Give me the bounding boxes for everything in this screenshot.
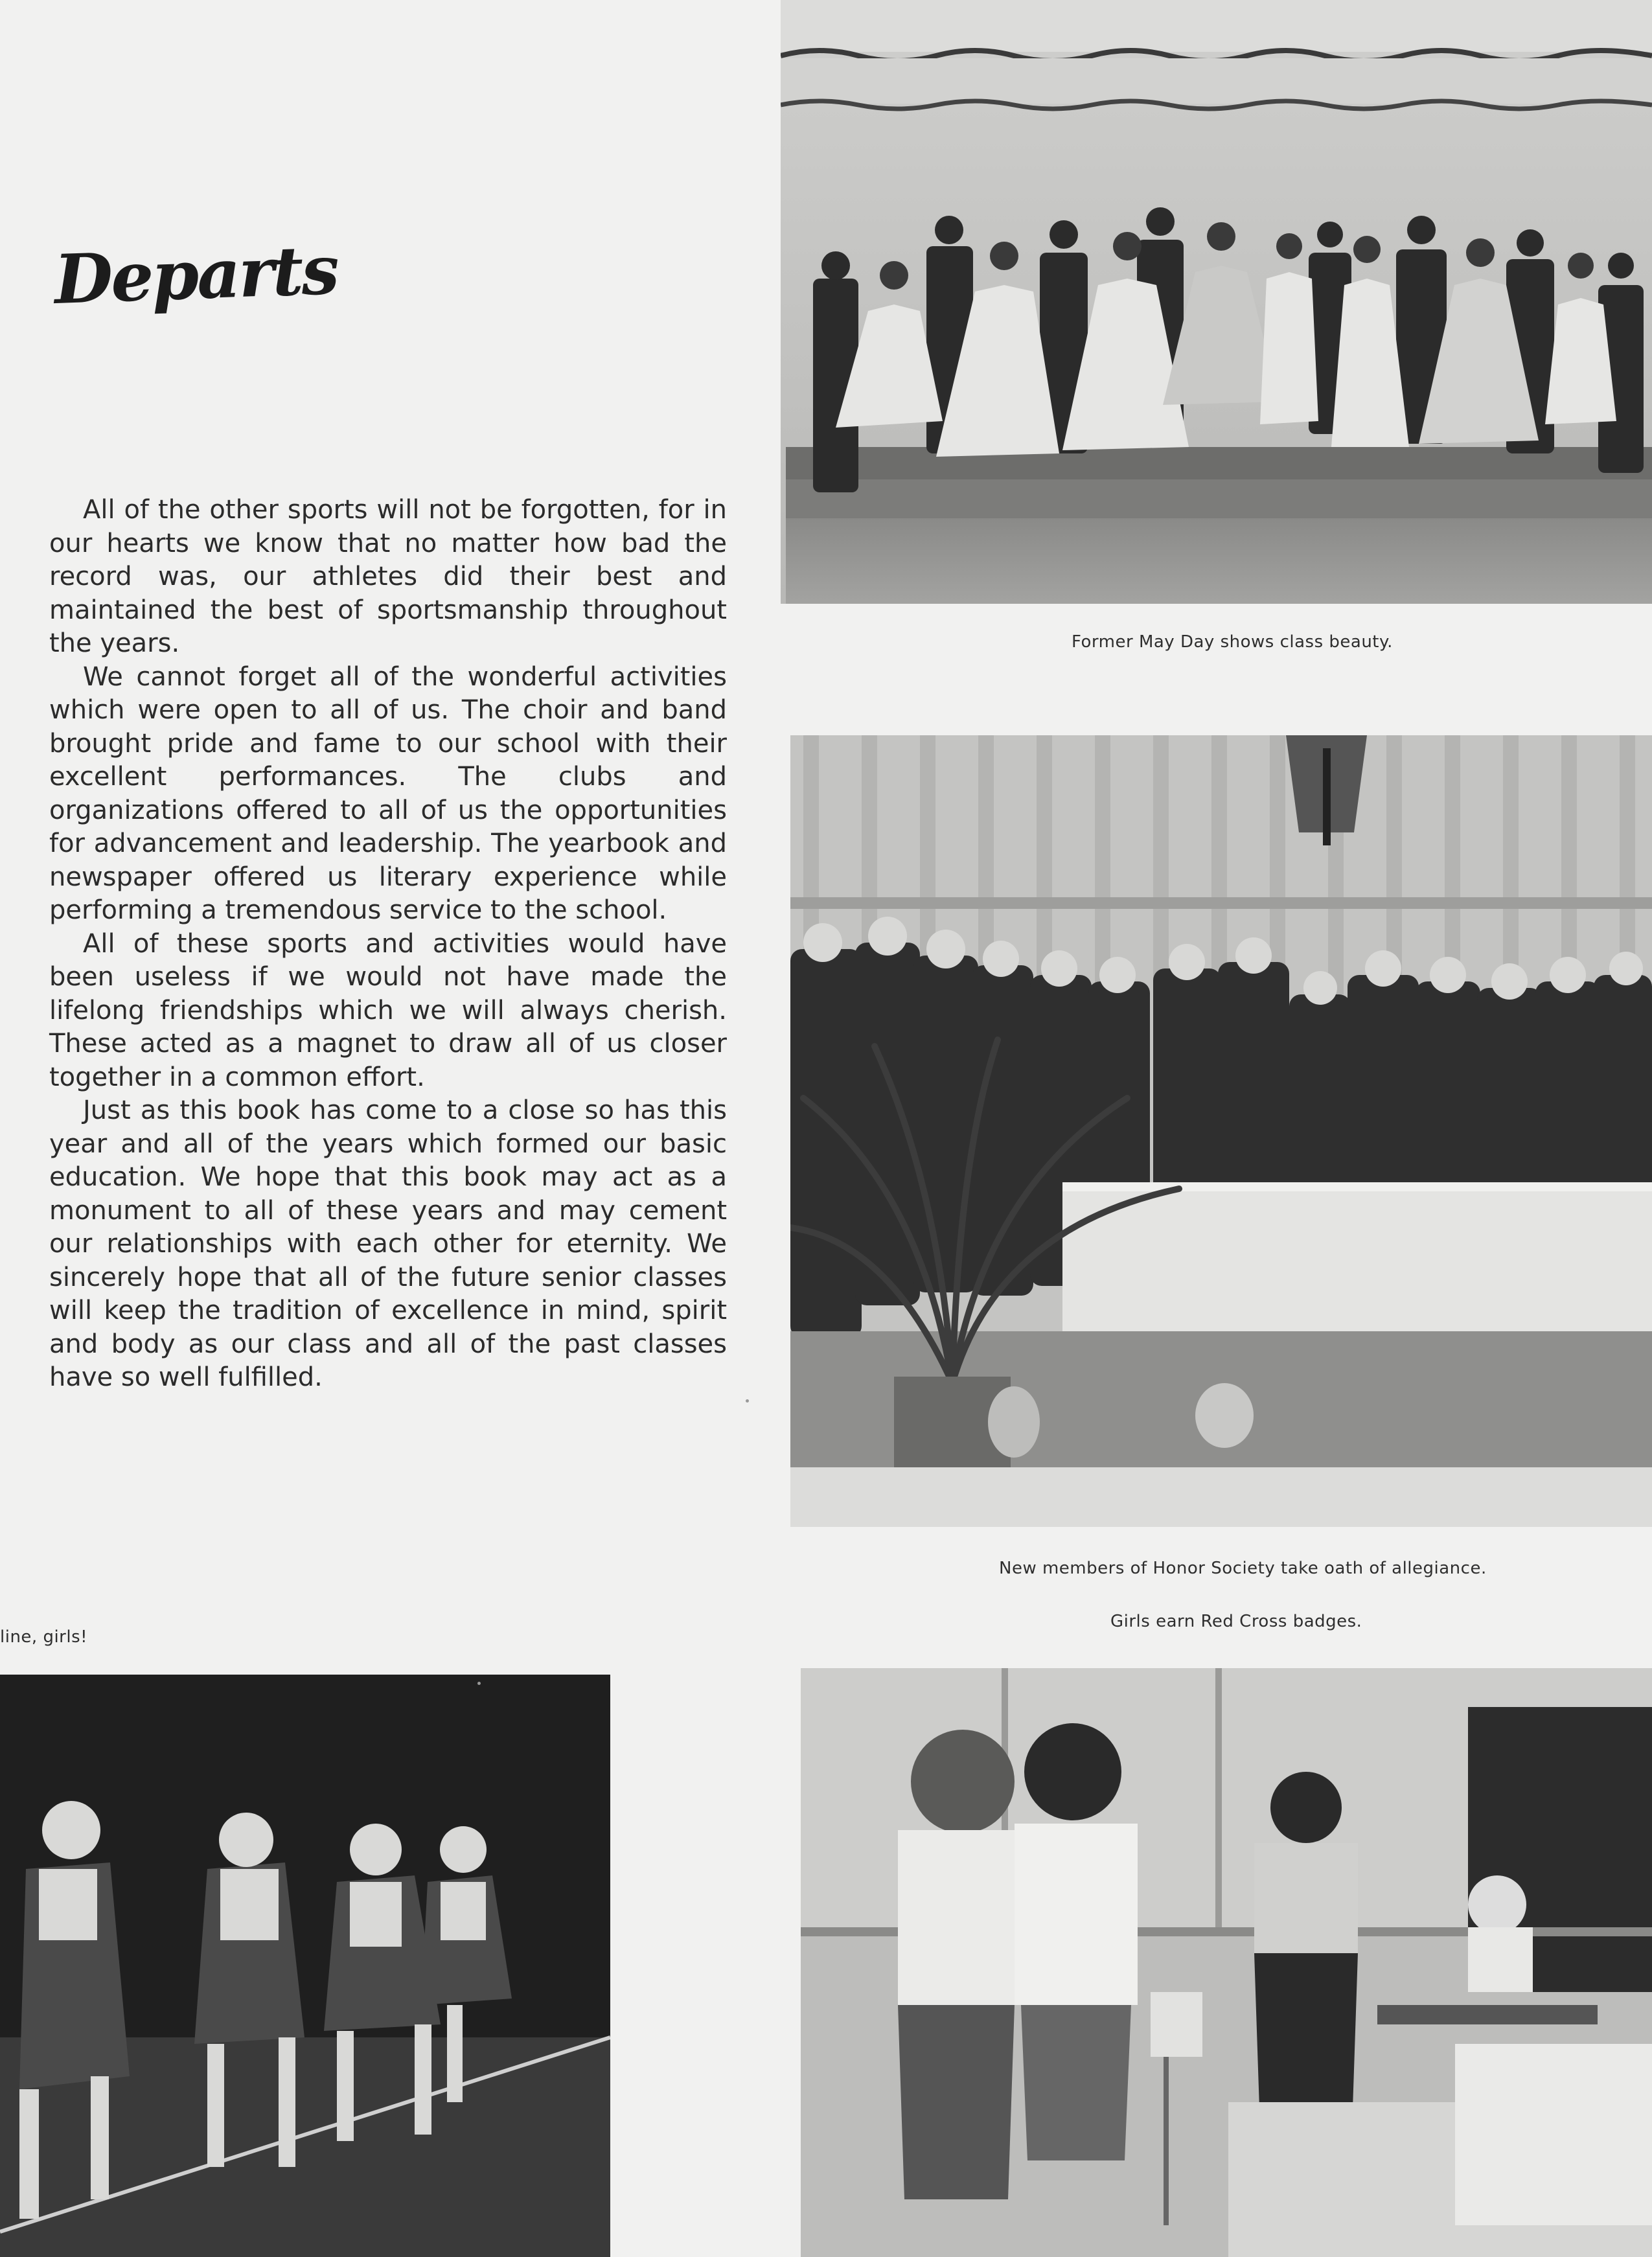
majorette-photo-image [0, 1675, 610, 2257]
photo-red-cross [801, 1668, 1652, 2257]
honor-photo-image [790, 735, 1652, 1527]
page-speck [746, 1399, 749, 1403]
redcross-photo-image [801, 1668, 1652, 2257]
caption-majorette: line, girls! [0, 1627, 88, 1647]
body-text [49, 494, 727, 1395]
paragraph-2: We cannot forget all of the wonderful activities which were open to all of us. The choir and band brought pride and fame to our school with their excellent performances. The clubs and organizations offered to all of us the opportunities for advancement and leadership. The yearbook and newspaper offered us literary experience while performing a tremendous service to the school. [49, 661, 727, 925]
paragraph-3: All of these sports and activities would have been useless if we would not have made the lifelong friendships which we will always cherish. These acted as a magnet to draw all of us closer together in a common effort. [49, 928, 727, 1092]
photo-honor-society [790, 735, 1652, 1527]
paragraph-4: Just as this book has come to a close so has this year and all of the years which formed our basic education. We hope that this book may act as a monument to all of these years and may cement our relationships with each other for eternity. We sincerely hope that all of the future senior classes will keep the tradition of excellence in mind, spirit and body as our class and all of the past classes have so well fulfilled. [49, 1095, 727, 1392]
mayday-photo-image [781, 0, 1652, 604]
photo-majorettes [0, 1675, 610, 2257]
caption-mayday: Former May Day shows class beauty. [1072, 632, 1393, 652]
page-speck [477, 1682, 481, 1685]
photo-mayday-court [781, 0, 1652, 604]
paragraph-1: All of the other sports will not be forgotten, for in our hearts we know that no matter how bad the record was, our athletes did their best and maintained the best of sportsmanship throughout the years. [49, 495, 727, 658]
caption-honor-society: New members of Honor Society take oath of allegiance. [999, 1559, 1487, 1578]
caption-red-cross: Girls earn Red Cross badges. [1110, 1612, 1362, 1631]
page-title: Departs [52, 229, 339, 319]
